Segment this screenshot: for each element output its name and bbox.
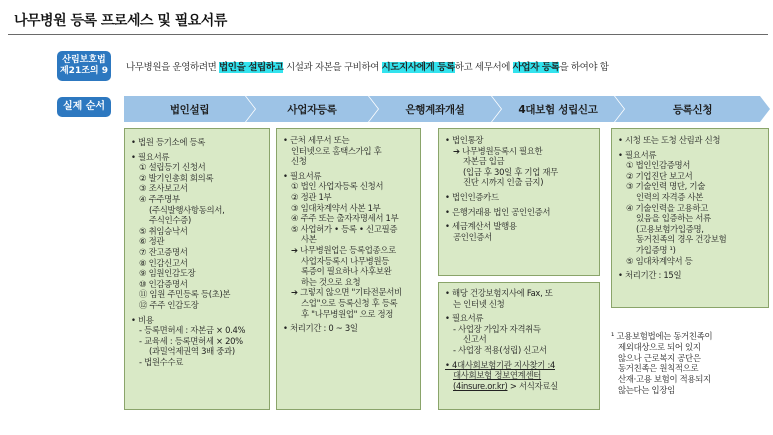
card-line: 주식인수증) — [149, 215, 191, 226]
card-line: ⑨ 임원인감도장 — [139, 268, 196, 279]
card-line: 인력의 자격증 사본 — [636, 191, 704, 202]
card-line: • 세금계산서 발행용 — [445, 221, 517, 232]
card-line: - 법원수수료 — [139, 356, 184, 367]
insurance-link-line[interactable]: • 4대사회보험기관 지사찾기 :4 — [445, 359, 555, 370]
card-line: ⑩ 인감증명서 — [139, 278, 188, 289]
card-line: • 처리기간 : 0 ~ 3일 — [283, 323, 358, 334]
card-line: 사본 — [301, 234, 317, 245]
law-text-part: 을 하여야 함 — [559, 62, 609, 73]
card-line: - 교육세 : 등록면허세 × 20% — [139, 335, 243, 346]
card-line: ④ 주주명부 — [139, 193, 180, 204]
footnote-line: 제외대상으로 되어 있지 — [618, 341, 701, 352]
step-biz-registration — [246, 96, 378, 122]
card-line: - 사업장 적용(성립) 신고서 — [453, 344, 547, 355]
card-line: • 근처 세무서 또는 — [283, 135, 350, 145]
step-label: 사업자등록 — [287, 103, 337, 116]
law-text-part: 하고 세무서에 — [454, 62, 513, 73]
card-line: ③ 기술인력 명단, 기술 — [626, 181, 705, 192]
card-line: 공인인증서 — [453, 231, 492, 242]
card-line: 스업"으로 등록신청 후 등록 — [301, 297, 398, 308]
card-line: ② 발기인총회 회의록 — [139, 172, 214, 183]
card-line: • 비용 — [131, 314, 154, 325]
law-text-part: 나무병원을 운영하려면 — [126, 62, 220, 73]
card-line: 진단 시까지 인출 금지) — [463, 177, 544, 188]
card-line: ④ 기술인력을 고용하고 — [626, 202, 709, 213]
card-line: ➔ 나무병원등록시 필요한 — [453, 145, 543, 156]
card-line: • 시청 또는 도청 산림과 신청 — [618, 135, 721, 145]
card-line: • 은행거래용 법인 공인인증서 — [445, 206, 551, 217]
card-line: • 법원 등기소에 등록 — [131, 137, 206, 147]
card-line: ① 법인 사업자등록 신청서 — [291, 181, 384, 192]
card-line: ⑤ 취임승낙서 — [139, 225, 188, 236]
page-title: 나무병원 등록 프로세스 및 필요서류 — [14, 13, 227, 29]
card-line: • 해당 건강보험지사에 Fax, 또 — [445, 288, 553, 298]
card-line: • 필요서류 — [131, 151, 170, 162]
step-insurance — [492, 96, 624, 122]
law-label-line1: 산림보호법 — [62, 55, 106, 65]
law-text-part: 시설과 자본을 구비하여 — [283, 62, 382, 73]
card-line: ⑤ 사업허가 • 등록 • 신고필증 — [291, 223, 398, 234]
step-label: 4대보험 성립신고 — [518, 103, 598, 116]
card-line: 가입증명 ¹) — [636, 244, 676, 255]
footnote-line: 않는다는 입장임 — [618, 384, 675, 395]
card-line: ⑪ 임원 주민등록 등(초)본 — [139, 289, 231, 300]
card-bank-account — [438, 128, 600, 276]
card-line: • 법인인증카드 — [445, 191, 499, 202]
card-line: ⑧ 인감신고서 — [139, 257, 188, 268]
footnote-line: 산재·고용 보험이 적용되지 — [618, 374, 711, 385]
card-line: ⑫ 주주 인감도장 — [139, 299, 199, 310]
law-label-line2: 제21조의 9 — [59, 66, 108, 76]
card-line: ① 법인인감증명서 — [626, 160, 691, 171]
step-registration-application — [615, 96, 770, 122]
card-line: (과밀억제권역 3배 중과) — [149, 346, 235, 357]
card-line: (고용보험가입증명, — [636, 223, 704, 234]
card-line: • 필요서류 — [445, 313, 484, 324]
law-label — [57, 51, 111, 81]
card-line: ➔ 나무병원업은 등록업종으로 — [291, 244, 396, 255]
card-line: ④ 주주 또는 출자자명세서 1부 — [291, 213, 399, 224]
footnote-line: 않으나 근로복지 공단은 — [618, 352, 701, 363]
card-line: - 사업장 가입자 자격취득 — [453, 323, 541, 334]
card-line: • 법인통장 — [445, 135, 484, 145]
card-line: 동거친족의 경우 건강보험 — [636, 234, 727, 245]
card-line: • 필요서류 — [283, 170, 322, 181]
footnote — [611, 331, 771, 396]
card-line: ② 정관 1부 — [291, 191, 332, 202]
card-insurance — [438, 282, 600, 410]
card-line: ⑦ 잔고증명서 — [139, 246, 188, 257]
card-line: ③ 임대차계약서 사본 1부 — [291, 202, 381, 213]
step-label: 법인설립 — [169, 103, 210, 116]
title-divider — [8, 34, 768, 35]
footnote-line: 동거친족은 원칙적으로 — [618, 363, 699, 374]
card-corp-setup — [124, 128, 270, 410]
card-line: ⑤ 임대차계약서 등 — [626, 255, 693, 266]
card-line: ① 설립등기 신청서 — [139, 162, 206, 173]
card-line: ③ 조사보고서 — [139, 183, 188, 194]
card-line: • 처리기간 : 15일 — [618, 270, 682, 281]
insurance-site-link[interactable]: (4insure.or.kr) — [453, 380, 508, 391]
card-line: 록증이 필요하나 사후보완 — [301, 266, 392, 277]
step-label: 등록신청 — [672, 103, 713, 116]
law-highlight-register: 시도지사에게 등록 — [381, 62, 455, 73]
card-line: 자본금 입금 — [463, 156, 505, 167]
card-line: 신고서 — [463, 334, 487, 345]
card-registration-application — [611, 128, 769, 308]
law-highlight-corp: 법인을 설립하고 — [219, 62, 284, 73]
card-line: ② 기업진단 보고서 — [626, 170, 693, 181]
card-line: ➔ 그렇지 않으면 "기타전문서비 — [291, 287, 402, 298]
step-bank-account — [369, 96, 501, 122]
process-label: 실제 순서 — [57, 97, 111, 117]
card-line: (주식발행사항동의서, — [149, 204, 225, 215]
footnote-line: ¹ 고용보험법에는 동거친족이 — [611, 331, 713, 341]
card-line: • 필요서류 — [618, 149, 657, 160]
card-line: > 서식자료실 — [507, 380, 558, 391]
card-line: 신청 — [291, 156, 307, 167]
card-line: 있음을 입증하는 서류 — [636, 213, 711, 224]
card-line: - 등록면허세 : 자본금 × 0.4% — [139, 325, 246, 336]
law-sentence — [126, 59, 609, 73]
insurance-link-line[interactable]: 대사회보험 정보연계센터 — [453, 370, 542, 381]
card-line: 사업자등록시 나무병원등 — [301, 255, 390, 266]
card-line: 는 인터넷 신청 — [453, 298, 505, 309]
card-line: 하는 것으로 요청 — [301, 276, 361, 287]
card-line: 인터넷으로 홈택스가입 후 — [291, 145, 382, 156]
card-line: (입금 후 30일 후 기업 재무 — [463, 166, 558, 177]
card-line: ⑥ 정관 — [139, 236, 165, 247]
law-highlight-biz: 사업자 등록 — [512, 62, 560, 73]
step-corp-setup — [124, 96, 255, 122]
card-biz-registration — [276, 128, 421, 410]
card-line: 후 "나무병원업" 으로 정정 — [301, 308, 394, 319]
step-label: 은행계좌개설 — [405, 103, 465, 116]
